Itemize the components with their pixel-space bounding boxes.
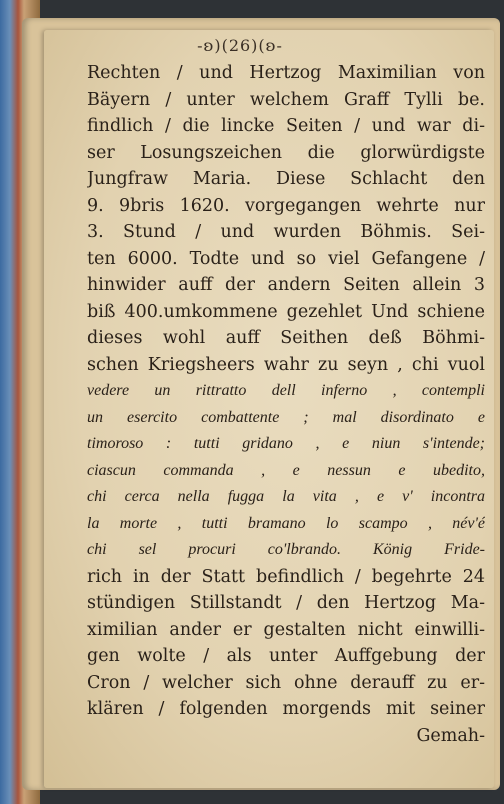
text-line: dieses wohl auff Seithen deß Böhmi- (87, 328, 485, 348)
page-body (87, 60, 485, 749)
text-line: Bäyern / unter welchem Graff Tylli be. (87, 89, 485, 110)
text-line: findlich / die lincke Seiten / und war di- (87, 116, 485, 136)
text-line: ser Losungszeichen die glorwürdigste (87, 142, 485, 163)
catchword: Gemah- (416, 725, 485, 746)
text-line: un esercito combattente ; mal disordinato e (87, 408, 485, 426)
text-line: timoroso : tutti gridano , e niun s'intende; (87, 435, 485, 452)
text-line: Jungfraw Maria. Diese Schlacht den (87, 169, 485, 189)
text-line: Rechten / und Hertzog Maximilian von (87, 63, 485, 83)
text-line: ximilian ander er gestalten nicht einwilli- (87, 619, 485, 640)
text-line: chi cerca nella fugga la vita , e v' incontra (87, 488, 485, 505)
text-line: la morte , tutti bramano lo scampo , név'é (87, 514, 485, 532)
text-line: gen wolte / als unter Auffgebung der (87, 646, 485, 666)
text-line: stündigen Stillstandt / den Hertzog Ma- (87, 593, 485, 613)
page-header: -ʚ)(26)(ʚ- (197, 36, 283, 55)
text-line: Cron / welcher sich ohne derauff zu er- (87, 672, 485, 693)
text-line: klären / folgenden morgends mit seiner (87, 699, 485, 719)
text-line: rich in der Statt befindlich / begehrte 24 (87, 566, 485, 587)
text-line: biß 400.umkommene gezehlet Und schiene (87, 301, 485, 322)
text-line: schen Kriegsheers wahr zu seyn , chi vuol (87, 354, 485, 375)
text-line: 9. 9bris 1620. vorgegangen wehrte nur (87, 195, 485, 216)
text-line: vedere un rittratto dell inferno , contempli (87, 382, 485, 399)
text-line: 3. Stund / und wurden Böhmis. Sei- (87, 222, 485, 242)
text-line: ciascun commanda , e nessun e ubedito, (87, 461, 485, 479)
text-line: chi sel procuri co'lbrando. König Fride- (87, 541, 485, 558)
text-line: hinwider auff der andern Seiten allein 3 (87, 275, 485, 295)
text-line: ten 6000. Todte und so viel Gefangene / (87, 248, 485, 269)
